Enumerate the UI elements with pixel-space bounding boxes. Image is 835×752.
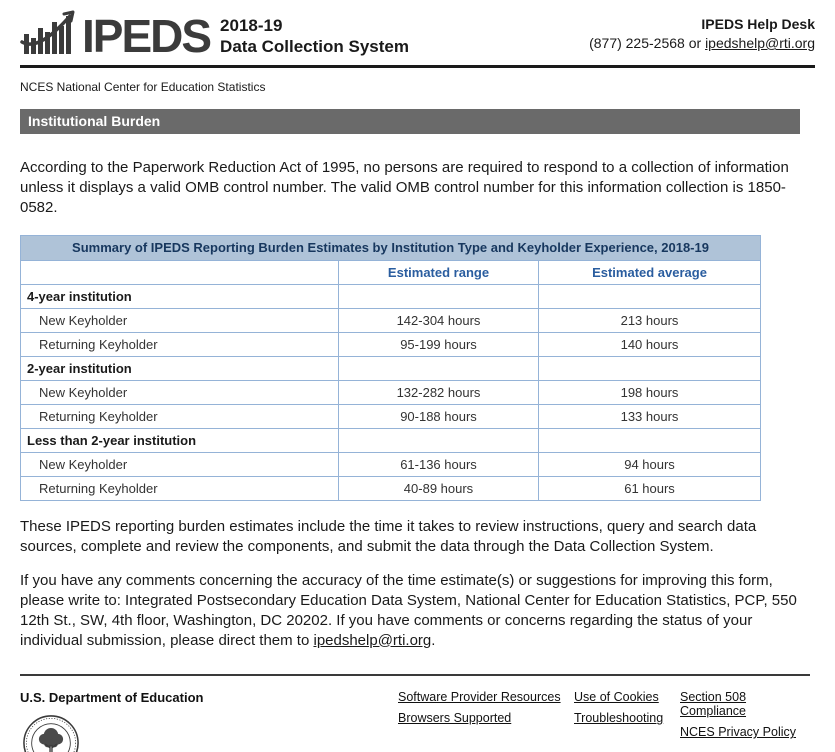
agency-name: U.S. Department of Education bbox=[20, 690, 204, 706]
estimated-range-value: 61-136 hours bbox=[339, 452, 539, 476]
table-caption-row bbox=[21, 235, 761, 260]
table-cell-empty bbox=[339, 428, 539, 452]
comments-text: If you have any comments concerning the accuracy of the time estimate(s) or suggestions for improving this form, please write to: Integrated Postsecondary Education Data System, National Center for Education Statistics, PCP, 550 12th St., SW, 4th floor, Washington, DC 20202. If you have comments or concerns regarding the status of your individual submission, please direct them to bbox=[20, 571, 797, 649]
table-caption: Summary of IPEDS Reporting Burden Estimates by Institution Type and Keyholder Experience, 2018-19 bbox=[21, 235, 761, 260]
estimated-range-value: 95-199 hours bbox=[339, 332, 539, 356]
table-row bbox=[21, 380, 761, 404]
table-cell-empty bbox=[339, 356, 539, 380]
help-desk-phone: (877) 225-2568 bbox=[589, 35, 685, 51]
footer-link-nces-privacy-policy[interactable]: NCES Privacy Policy bbox=[680, 725, 796, 740]
header bbox=[20, 0, 815, 62]
table-row bbox=[21, 332, 761, 356]
estimated-range-value: 142-304 hours bbox=[339, 308, 539, 332]
table-cell-empty bbox=[339, 284, 539, 308]
footer bbox=[20, 690, 815, 752]
table-cell-empty bbox=[539, 428, 761, 452]
footer-links-column bbox=[680, 690, 810, 752]
table-cell-empty bbox=[539, 356, 761, 380]
estimated-average-value: 198 hours bbox=[539, 380, 761, 404]
ipeds-bar-chart-logo-icon bbox=[20, 8, 78, 63]
footer-links-column bbox=[574, 690, 680, 752]
estimated-average-value: 94 hours bbox=[539, 452, 761, 476]
footer-link-troubleshooting[interactable]: Troubleshooting bbox=[574, 711, 664, 726]
row-label: New Keyholder bbox=[21, 308, 339, 332]
page-title: Institutional Burden bbox=[20, 109, 800, 134]
comments-text-end: . bbox=[431, 631, 436, 649]
column-header-estimated-average: Estimated average bbox=[539, 260, 761, 284]
estimated-range-value: 40-89 hours bbox=[339, 476, 539, 500]
help-desk-email-link[interactable]: ipedshelp@rti.org bbox=[705, 35, 815, 51]
category-label: 4-year institution bbox=[21, 284, 339, 308]
table-row bbox=[21, 308, 761, 332]
footer-links bbox=[398, 690, 810, 752]
help-desk-or-text: or bbox=[688, 35, 702, 51]
burden-table bbox=[20, 235, 761, 501]
ipeds-logo-text: IPEDS bbox=[82, 9, 211, 62]
burden-note-paragraph: These IPEDS reporting burden estimates include the time it takes to review instructions, query and search data sources, complete and review the components, and submit the data through the Data Collection System. bbox=[20, 517, 757, 555]
footer-divider bbox=[20, 674, 810, 676]
help-desk-contact bbox=[589, 35, 815, 51]
table-row bbox=[21, 476, 761, 500]
help-desk-title: IPEDS Help Desk bbox=[701, 16, 815, 32]
table-column-header-row bbox=[21, 260, 761, 284]
footer-link-section-508-compliance[interactable]: Section 508 Compliance bbox=[680, 690, 747, 719]
row-label: Returning Keyholder bbox=[21, 332, 339, 356]
row-label: New Keyholder bbox=[21, 452, 339, 476]
estimated-average-value: 213 hours bbox=[539, 308, 761, 332]
collection-year: 2018-19 bbox=[220, 16, 283, 36]
omb-paragraph: According to the Paperwork Reduction Act of 1995, no persons are required to respond to a collection of information unless it displays a valid OMB control number. The valid OMB control number for this information collection is 1850-0582. bbox=[20, 159, 789, 216]
table-row bbox=[21, 404, 761, 428]
category-label: 2-year institution bbox=[21, 356, 339, 380]
table-cell-empty bbox=[539, 284, 761, 308]
footer-link-software-provider-resources[interactable]: Software Provider Resources bbox=[398, 690, 561, 705]
department-of-education-seal-icon bbox=[22, 714, 398, 752]
footer-agency-block bbox=[20, 690, 398, 752]
help-desk bbox=[589, 8, 815, 51]
breadcrumb: NCES National Center for Education Statistics bbox=[20, 80, 266, 94]
header-divider bbox=[20, 65, 815, 68]
column-header-estimated-range: Estimated range bbox=[339, 260, 539, 284]
estimated-range-value: 90-188 hours bbox=[339, 404, 539, 428]
table-row-category bbox=[21, 356, 761, 380]
footer-links-column bbox=[398, 690, 574, 752]
footer-link-browsers-supported[interactable]: Browsers Supported bbox=[398, 711, 512, 726]
table-cell-empty bbox=[21, 260, 339, 284]
row-label: Returning Keyholder bbox=[21, 476, 339, 500]
row-label: Returning Keyholder bbox=[21, 404, 339, 428]
row-label: New Keyholder bbox=[21, 380, 339, 404]
brand bbox=[20, 8, 409, 63]
table-row-category bbox=[21, 428, 761, 452]
system-title bbox=[220, 14, 409, 57]
table-row-category bbox=[21, 284, 761, 308]
category-label: Less than 2-year institution bbox=[21, 428, 339, 452]
footer-link-use-of-cookies[interactable]: Use of Cookies bbox=[574, 690, 659, 705]
estimated-average-value: 140 hours bbox=[539, 332, 761, 356]
table-row bbox=[21, 452, 761, 476]
estimated-average-value: 133 hours bbox=[539, 404, 761, 428]
comments-paragraph bbox=[20, 571, 815, 651]
estimated-average-value: 61 hours bbox=[539, 476, 761, 500]
system-name: Data Collection System bbox=[220, 36, 409, 56]
estimated-range-value: 132-282 hours bbox=[339, 380, 539, 404]
ipeds-help-email-link[interactable]: ipedshelp@rti.org bbox=[313, 631, 432, 649]
